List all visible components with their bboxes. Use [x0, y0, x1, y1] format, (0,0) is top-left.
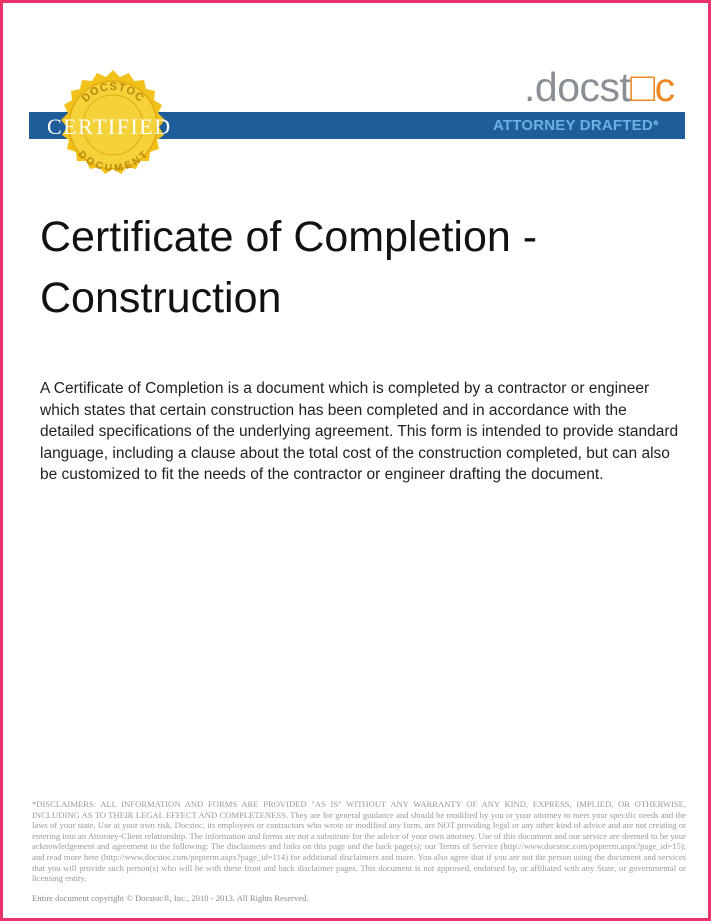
seal-top-text: DOCSTOC [79, 80, 147, 105]
brand-prefix: .docst [524, 64, 631, 110]
certified-label: CERTIFIED [47, 114, 172, 139]
docstoc-logo [524, 64, 675, 110]
disclaimer-text: *DISCLAIMERS: ALL INFORMATION AND FORMS ARE PROVIDED "AS IS" WITHOUT ANY WARRANTY OF ANY KIND, EXPRESS, IMPLIED, OR OTHERWISE, INCLUDING AS TO THEIR LEGAL EFFECT AND COMPLETENESS. They are for general guidance and should be modified by you or your attorney to meet your specific needs and the laws of your state. Use at your own risk. Docstoc, its employees or contractors who wrote or modified any form, are NOT providing legal or any other kind of advice and are not creating or entering into an Attorney-Client relationship. The information and forms are not a substitute for the advice of your own attorney. Use of this document and our service are deemed to be your acknowledgement and agreement to the following: The disclaimers and links on this page and the back page(s); our Terms of Service (http://www.docstoc.com/popterm.aspx?page_id=15); and read more here (http://www.docstoc.com/popterm.aspx?page_id=114) for additional disclaimers and more. You also agree that if you are not the person using the document and services that you will provide such person(s) who will be with these front and back disclaimer pages. This document is not approved, endorsed by, or affiliated with any State, or governmental or licensing entity. [32, 799, 686, 884]
document-title: Certificate of Completion - Construction [40, 213, 538, 322]
seal-bottom-text: DOCUMENT [75, 149, 151, 175]
attorney-drafted-tagline: ATTORNEY DRAFTED* [493, 117, 659, 134]
copyright-text: Entire document copyright © Docstoc®, Inc., 2010 - 2013. All Rights Reserved. [32, 893, 309, 903]
document-description: A Certificate of Completion is a document which is completed by a contractor or engineer which states that certain construction has been completed and in accordance with the detailed specifications of the underlying agreement. This form is intended to provide standard language, including a clause about the total cost of the construction completed, but can also be customized to fit the needs of the contractor or engineer drafting the document. [40, 380, 679, 483]
brand-accent: □c [630, 64, 675, 110]
